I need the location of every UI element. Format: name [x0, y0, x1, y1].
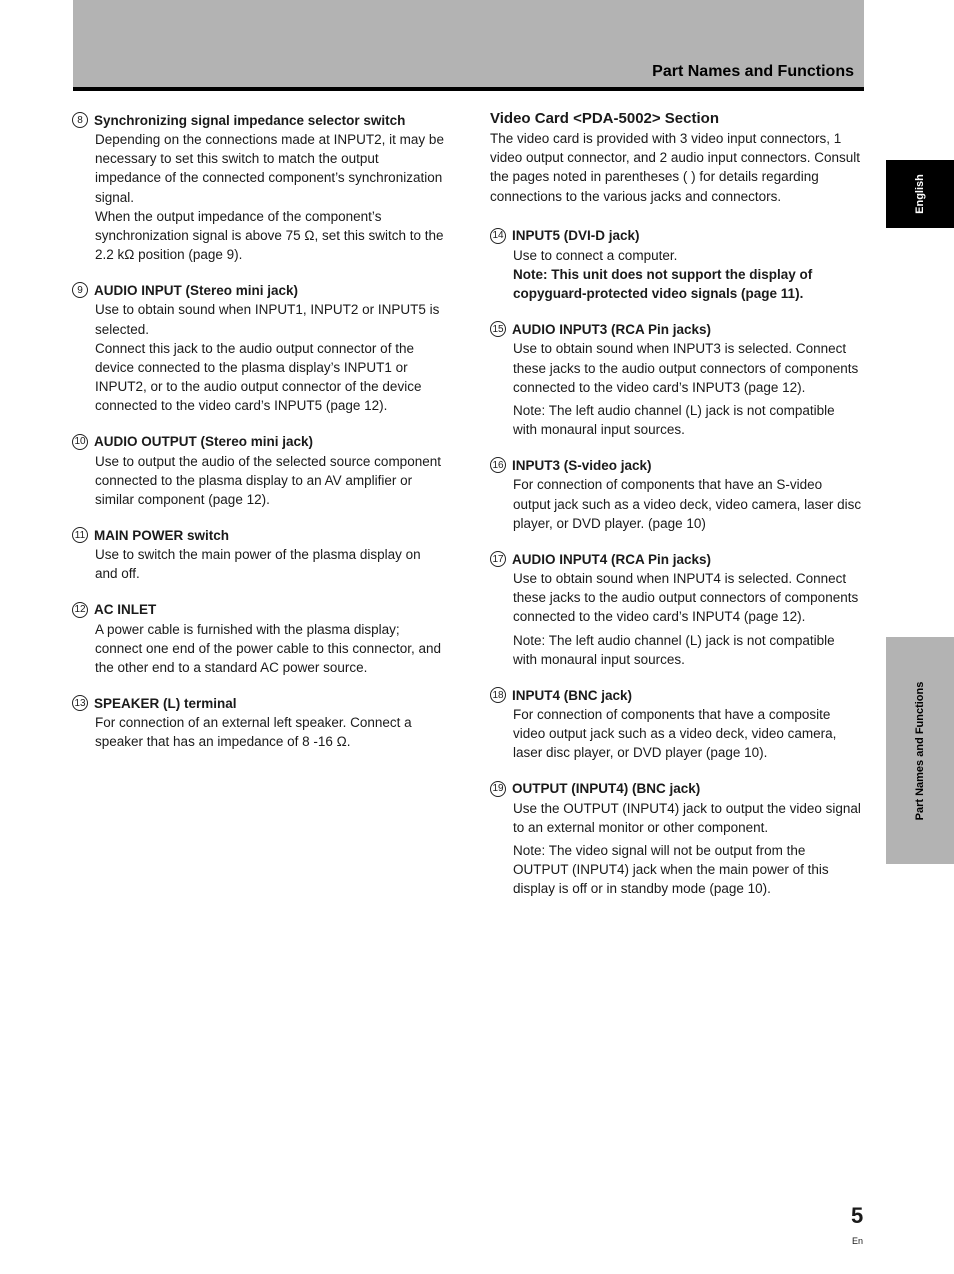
item-text: Use the OUTPUT (INPUT4) jack to output the video signal to an external monitor or other component.	[513, 800, 861, 835]
item-number: 18	[490, 687, 506, 703]
item-text: Use to switch the main power of the plasma display on and off.	[95, 547, 421, 582]
page-number: 5	[851, 1203, 864, 1228]
item-text: Depending on the connections made at INPUT2, it may be necessary to set this switch to match the output impedance of the connected component’s synchronization signal.	[95, 132, 444, 205]
item-number: 9	[72, 282, 88, 298]
left-column	[72, 110, 444, 768]
item-text: Use to obtain sound when INPUT1, INPUT2 or INPUT5 is selected.	[95, 302, 440, 337]
item-text: Use to obtain sound when INPUT3 is selected. Connect these jacks to the audio output connectors of components connected to the video card’s INPUT3 (page 12).	[513, 341, 859, 395]
language-tab	[886, 160, 954, 228]
item-title: INPUT5 (DVI-D jack)	[512, 228, 640, 244]
item-number: 10	[72, 434, 88, 450]
item-text: Use to obtain sound when INPUT4 is selected. Connect these jacks to the audio output connectors of components connected to the video card’s INPUT4 (page 12).	[513, 571, 859, 625]
item-title: SPEAKER (L) terminal	[94, 695, 237, 711]
page-header-title: Part Names and Functions	[652, 63, 854, 80]
list-item	[72, 693, 444, 751]
list-item	[490, 226, 862, 304]
item-number: 17	[490, 551, 506, 567]
item-title: AUDIO OUTPUT (Stereo mini jack)	[94, 434, 314, 450]
page-language-code: En	[852, 1236, 864, 1246]
item-title: AC INLET	[94, 602, 157, 618]
item-text: Use to connect a computer.	[513, 247, 678, 263]
section-intro: The video card is provided with 3 video input connectors, 1 video output connector, and 2 audio input connectors. Consult the pages noted in parentheses ( ) for details regarding connections to the various jacks and connectors.	[490, 131, 861, 204]
language-tab-label: English	[914, 174, 926, 214]
item-number: 19	[490, 781, 506, 797]
list-item	[490, 779, 862, 899]
item-number: 8	[72, 112, 88, 128]
item-number: 12	[72, 602, 88, 618]
item-note: Note: The left audio channel (L) jack is not compatible with monaural input sources.	[513, 403, 835, 438]
item-number: 16	[490, 457, 506, 473]
list-item	[490, 685, 862, 763]
section-tab	[886, 637, 954, 864]
item-number: 11	[72, 527, 88, 543]
list-item	[72, 280, 444, 415]
item-title: INPUT3 (S-video jack)	[512, 457, 652, 473]
list-item	[490, 549, 862, 669]
item-number: 14	[490, 228, 506, 244]
item-text: For connection of an external left speaker. Connect a speaker that has an impedance of 8 -16 Ω.	[95, 715, 412, 750]
item-note: Note: The left audio channel (L) jack is not compatible with monaural input sources.	[513, 632, 835, 667]
section-tab-label: Part Names and Functions	[914, 681, 926, 820]
item-text: For connection of components that have a composite video output jack such as a video deck, video camera, laser disc player, or DVD player (page 10).	[513, 707, 837, 761]
list-item	[490, 319, 862, 439]
list-item	[72, 432, 444, 510]
item-note: Note: This unit does not support the display of copyguard-protected video signals (page 11).	[513, 267, 813, 302]
item-number: 15	[490, 321, 506, 337]
item-title: INPUT4 (BNC jack)	[512, 687, 633, 703]
header-rule	[73, 87, 864, 91]
item-text: Use to output the audio of the selected source component connected to the plasma display to an AV amplifier or similar component (page 12).	[95, 453, 441, 508]
item-title: AUDIO INPUT (Stereo mini jack)	[94, 282, 299, 298]
item-note: Note: The video signal will not be output from the OUTPUT (INPUT4) jack when the main power of this display is off or in standby mode (page 10).	[513, 843, 829, 897]
item-title: Synchronizing signal impedance selector switch	[94, 112, 406, 128]
list-item	[72, 110, 444, 264]
list-item	[72, 525, 444, 583]
item-number: 13	[72, 695, 88, 711]
right-column	[490, 110, 862, 915]
item-title: AUDIO INPUT3 (RCA Pin jacks)	[512, 321, 712, 337]
list-item	[72, 600, 444, 678]
item-title: MAIN POWER switch	[94, 527, 230, 543]
item-title: OUTPUT (INPUT4) (BNC jack)	[512, 781, 701, 797]
list-item	[490, 455, 862, 533]
item-text: Connect this jack to the audio output connector of the device connected to the plasma display’s INPUT1 or INPUT2, or to the audio output connector of the device connected to the video card’s INPUT5 (page 12).	[95, 340, 422, 414]
section-title: Video Card <PDA-5002> Section	[490, 110, 719, 127]
item-text: For connection of components that have an S-video output jack such as a video deck, video camera, laser disc player, or DVD player. (page 10)	[513, 477, 862, 531]
item-text: A power cable is furnished with the plasma display; connect one end of the power cable to this connector, and the other end to a standard AC power source.	[95, 621, 441, 676]
item-text: When the output impedance of the component’s synchronization signal is above 75 Ω, set this switch to the 2.2 kΩ position (page 9).	[95, 208, 444, 263]
item-title: AUDIO INPUT4 (RCA Pin jacks)	[512, 551, 712, 567]
